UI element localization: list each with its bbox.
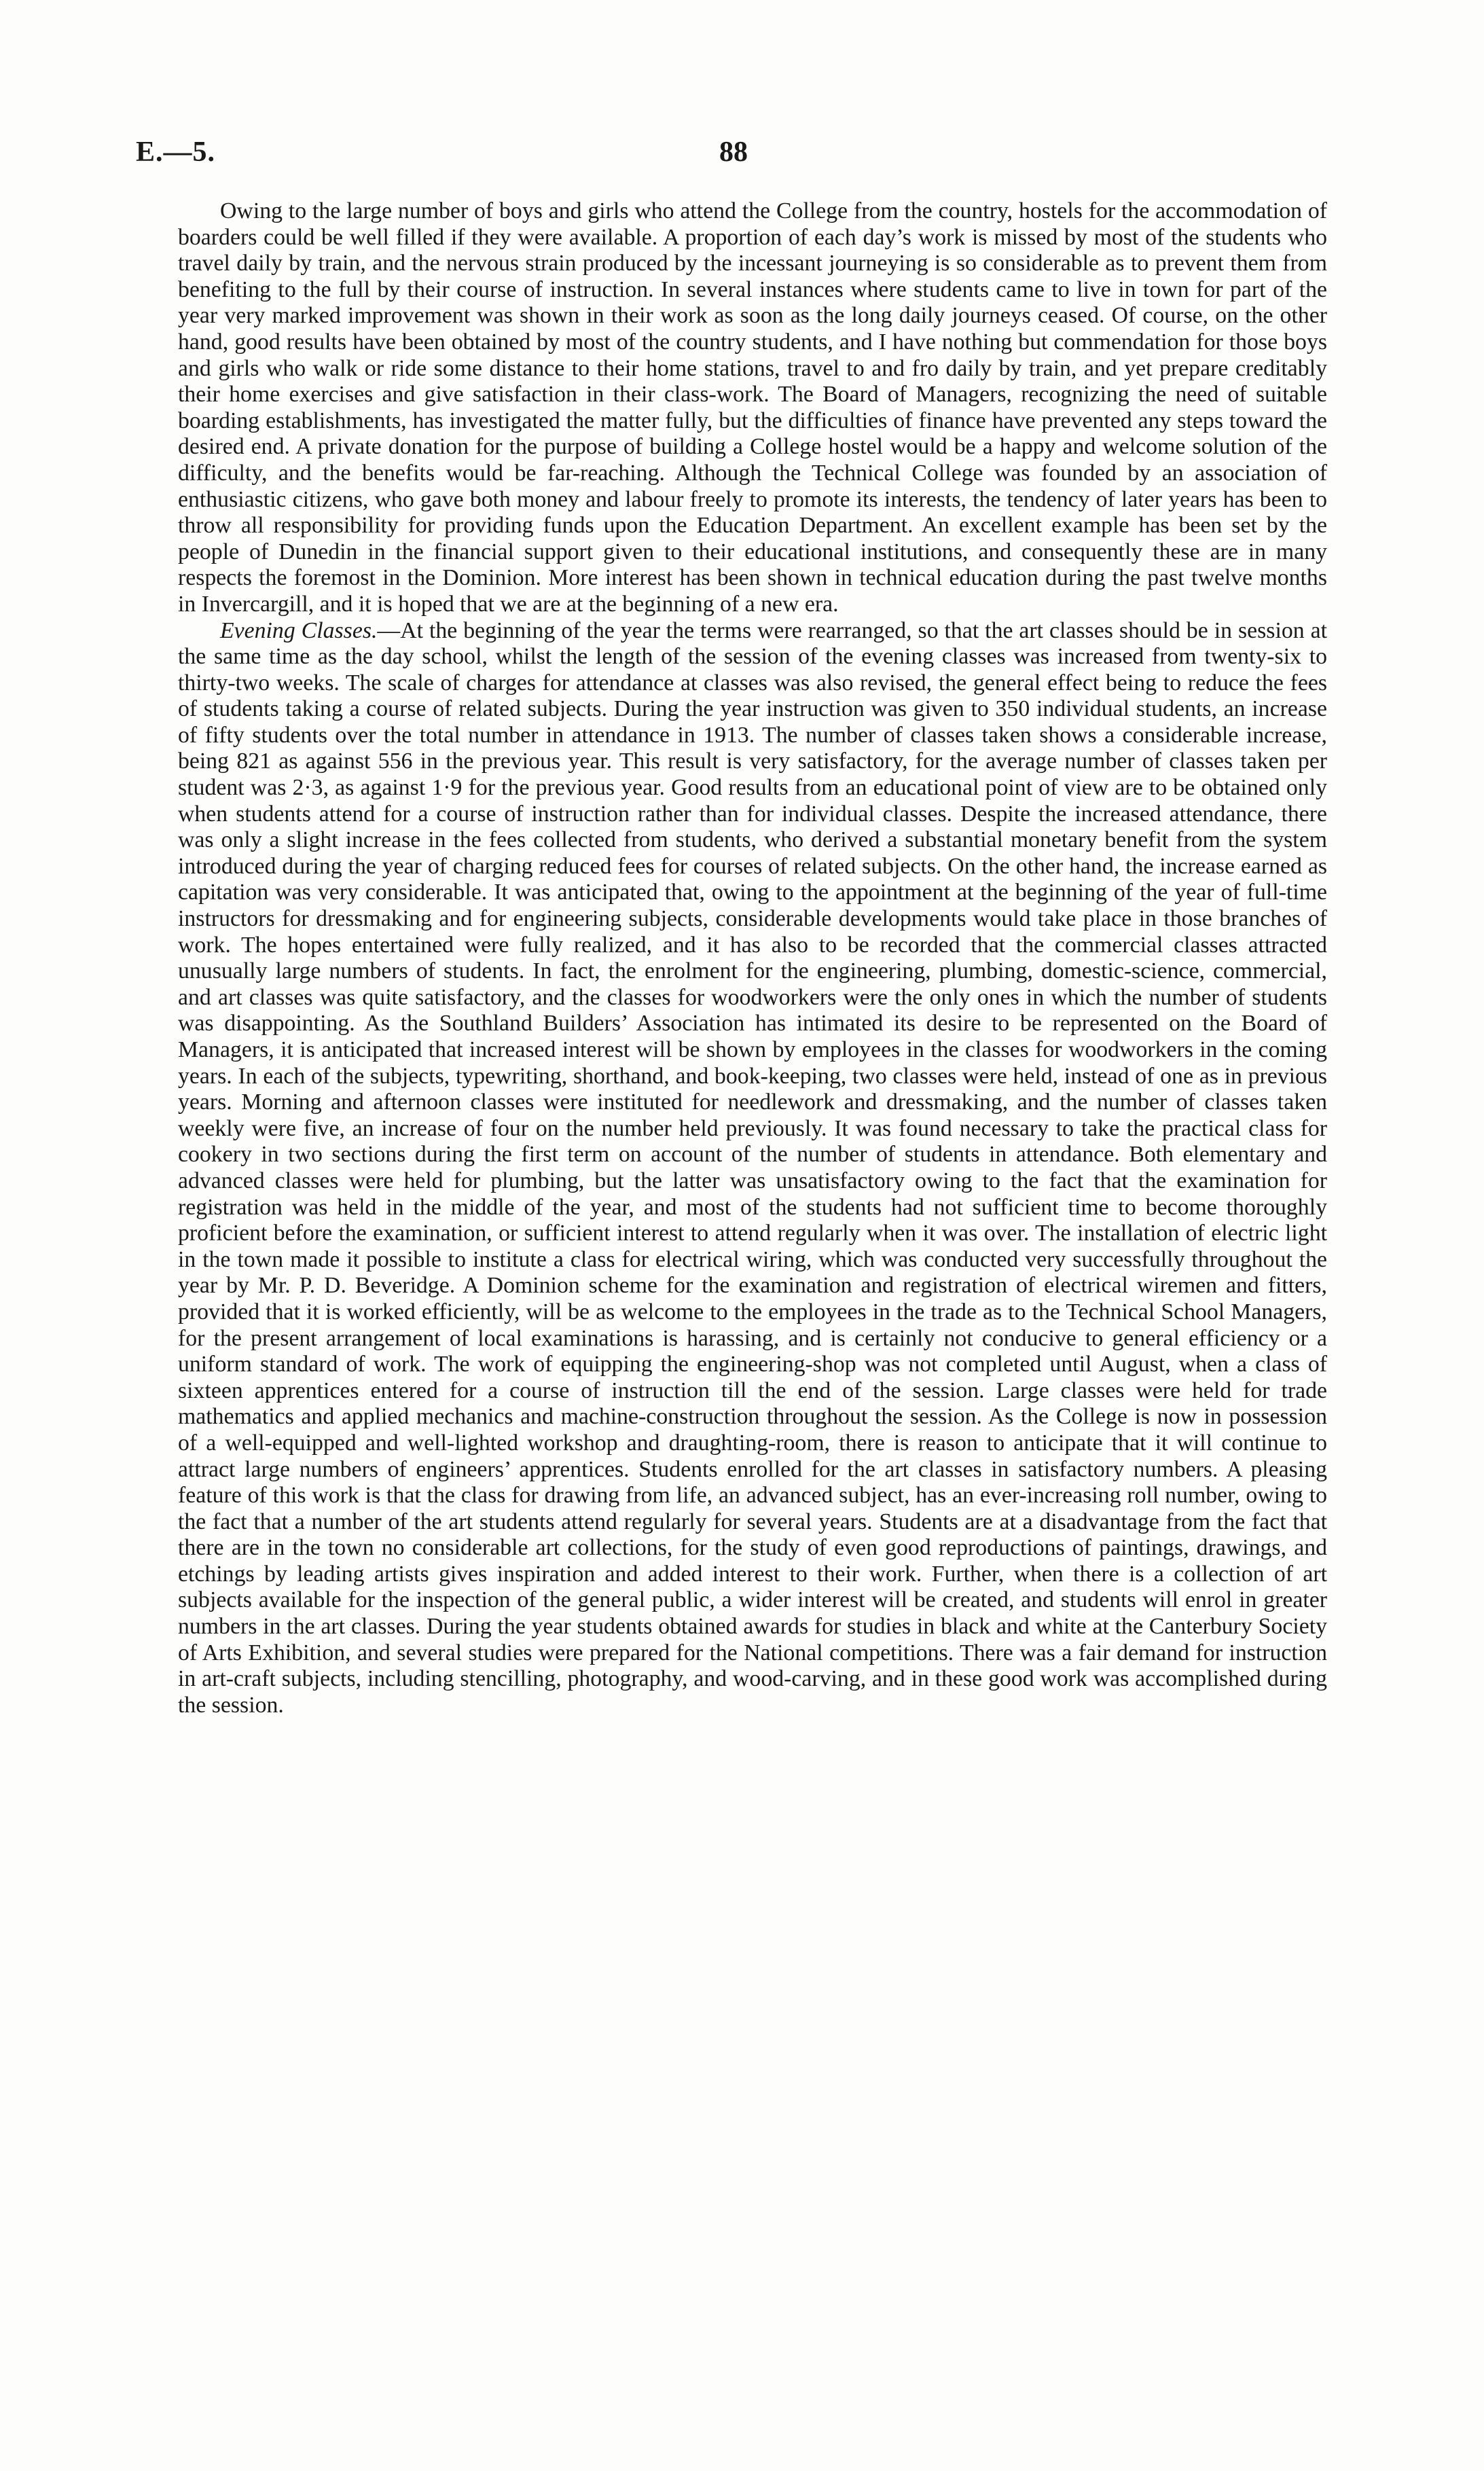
paragraph-hostels: [178, 198, 1327, 618]
paragraph-text: Owing to the large number of boys and girls who attend the College from the country, hostels for the accommodation of boarders could be well filled if they were available. A proportion of each day’s work is missed by most of the students who travel daily by train, and the nervous strain produced by the incessant journeying is so considerable as to prevent them from benefiting to the full by their course of instruction. In several instances where students came to live in town for part of the year very marked improvement was shown in their work as soon as the long daily journeys ceased. Of course, on the other hand, good results have been obtained by most of the country students, and I have nothing but commendation for those boys and girls who walk or ride some distance to their home stations, travel to and fro daily by train, and yet prepare creditably their home exercises and give satisfaction in their class-work. The Board of Managers, recognizing the need of suitable boarding establishments, has investigated the matter fully, but the difficulties of finance have prevented any steps toward the desired end. A private donation for the purpose of building a College hostel would be a happy and welcome solution of the difficulty, and the benefits would be far-reaching. Although the Technical College was founded by an association of enthusiastic citizens, who gave both money and labour freely to promote its interests, the tendency of later years has been to throw all responsibility for providing funds upon the Education Department. An excellent example has been set by the people of Dunedin in the financial support given to their educational institutions, and consequently these are in many respects the foremost in the Dominion. More interest has been shown in technical education during the past twelve months in Invercargill, and it is hoped that we are at the beginning of a new era.: [178, 198, 1327, 617]
section-heading: Evening Classes.: [220, 617, 378, 643]
document-reference: E.—5.: [136, 137, 216, 168]
page-header: [136, 136, 1331, 177]
paragraph-text: —At the beginning of the year the terms were rearranged, so that the art classes should be in session at the same time as the day school, whilst the length of the session of the evening classes was increased from twenty-six to thirty-two weeks. The scale of charges for attendance at classes was also revised, the general effect being to reduce the fees of students taking a course of related subjects. During the year instruction was given to 350 individual students, an increase of fifty students over the total number in attendance in 1913. The number of classes taken shows a considerable increase, being 821 as against 556 in the previous year. This result is very satisfactory, for the average number of classes taken per student was 2·3, as against 1·9 for the previous year. Good results from an educational point of view are to be obtained only when students attend for a course of instruction rather than for individual classes. Despite the increased attendance, there was only a slight increase in the fees collected from students, who derived a substantial monetary benefit from the system introduced during the year of charging reduced fees for courses of related subjects. On the other hand, the increase earned as capitation was very considerable. It was anticipated that, owing to the appointment at the beginning of the year of full-time instructors for dressmaking and for engineering subjects, considerable developments would take place in those branches of work. The hopes entertained were fully realized, and it has also to be recorded that the commercial classes attracted unusually large numbers of students. In fact, the enrolment for the engineering, plumbing, domestic-science, commercial, and art classes was quite satisfactory, and the classes for woodworkers were the only ones in which the number of students was disappointing. As the Southland Builders’ Association has intimated its desire to be represented on the Board of Managers, it is anticipated that increased interest will be shown by employees in the classes for woodworkers in the coming years. In each of the subjects, typewriting, shorthand, and book-keeping, two classes were held, instead of one as in previous years. Morning and afternoon classes were instituted for needlework and dressmaking, and the number of classes taken weekly were five, an increase of four on the number held previously. It was found necessary to take the practical class for cookery in two sections during the first term on account of the number of students in attendance. Both elementary and advanced classes were held for plumbing, but the latter was unsatisfactory owing to the fact that the examination for registration was held in the middle of the year, and most of the students had not sufficient time to become thoroughly proficient before the examination, or sufficient interest to attend regularly when it was over. The installation of electric light in the town made it possible to institute a class for electrical wiring, which was conducted very successfully throughout the year by Mr. P. D. Beveridge. A Dominion scheme for the examination and registration of electrical wiremen and fitters, provided that it is worked efficiently, will be as welcome to the employees in the trade as to the Technical School Managers, for the present arrangement of local examinations is harassing, and is certainly not conducive to general efficiency or a uniform standard of work. The work of equipping the engineering-shop was not completed until August, when a class of sixteen apprentices entered for a course of instruction till the end of the session. Large classes were held for trade mathematics and applied mechanics and machine-construction throughout the session. As the College is now in possession of a well-equipped and well-lighted workshop and draughting-room, there is reason to anticipate that it will continue to attract large numbers of engineers’ apprentices. Students enrolled for the art classes in satisfactory numbers. A pleasing feature of this work is that the class for drawing from life, an advanced subject, has an ever-increasing roll number, owing to the fact that a number of the art students attend regularly for several years. Students are at a disadvantage from the fact that there are in the town no considerable art collections, for the study of even good reproductions of paintings, drawings, and etchings by leading artists gives inspiration and added interest to their work. Further, when there is a collection of art subjects available for the inspection of the general public, a wider interest will be created, and students will enrol in greater numbers in the art classes. During the year students obtained awards for studies in black and white at the Canterbury Society of Arts Exhibition, and several studies were prepared for the National competitions. There was a fair demand for instruction in art-craft subjects, including stencilling, photography, and wood-carving, and in these good work was accomplished during the session.: [178, 617, 1327, 1718]
body-text: [178, 198, 1327, 1718]
page-number: 88: [719, 137, 748, 168]
paragraph-evening-classes: [178, 618, 1327, 1719]
